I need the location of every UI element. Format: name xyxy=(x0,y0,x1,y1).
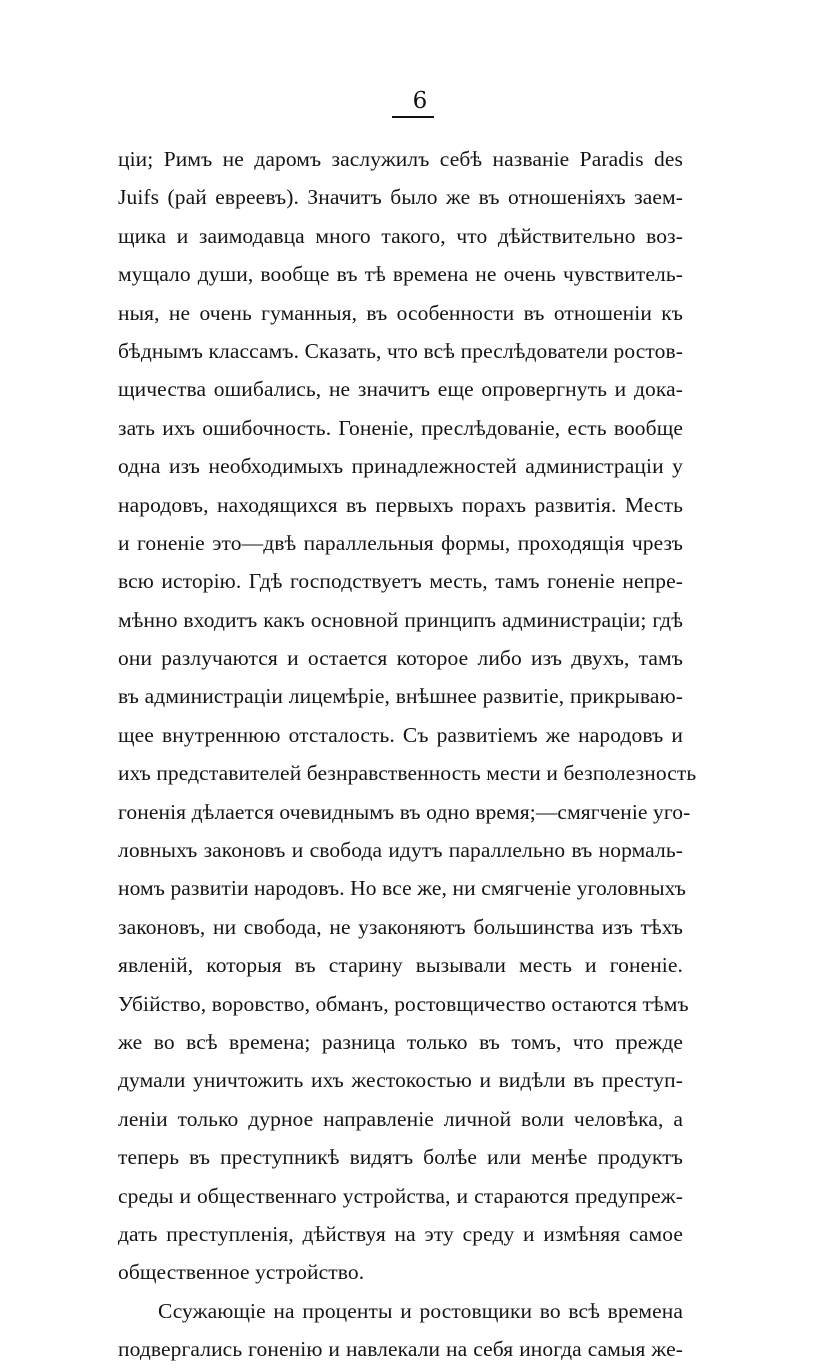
body-text xyxy=(118,140,697,1369)
page-number-rule xyxy=(392,116,434,118)
text-line: номъ развитіи народовъ. Но все же, ни смягченіе уголовныхъ xyxy=(118,876,686,901)
text-line: одна изъ необходимыхъ принадлежностей администраціи у xyxy=(118,454,683,479)
text-line: теперь въ преступникѣ видятъ болѣе или менѣе продуктъ xyxy=(118,1145,683,1170)
text-line: ціи; Римъ не даромъ заслужилъ себѣ названіе Paradis des xyxy=(118,147,683,171)
text-line: Ссужающіе на проценты и ростовщики во всѣ времена xyxy=(158,1298,683,1323)
text-line: дать преступленія, дѣйствуя на эту среду и измѣняя самое xyxy=(118,1221,683,1246)
text-line: Juifs (рай евреевъ). Значитъ было же въ отношеніяхъ заем- xyxy=(118,185,683,210)
text-line: законовъ, ни свобода, не узаконяютъ большинства изъ тѣхъ xyxy=(118,914,683,939)
text-line: же во всѣ времена; разница только въ томъ, что прежде xyxy=(118,1029,683,1054)
text-line: и гоненіе это—двѣ параллельныя формы, проходящія чрезъ xyxy=(118,530,683,555)
text-line: бѣднымъ классамъ. Сказать, что всѣ преслѣдователи ростов- xyxy=(118,338,683,363)
text-line: народовъ, находящихся въ первыхъ порахъ развитія. Месть xyxy=(118,492,683,517)
text-line: ныя, не очень гуманныя, въ особенности въ отношеніи къ xyxy=(118,300,683,325)
text-line: общественное устройство. xyxy=(118,1260,365,1285)
text-line: щика и заимодавца много такого, что дѣйствительно воз- xyxy=(118,223,683,248)
text-line: Убійство, воровство, обманъ, ростовщичество остаются тѣмъ xyxy=(118,991,689,1016)
text-line: щичества ошибались, не значитъ еще опровергнуть и дока- xyxy=(118,377,683,402)
text-line: подвергались гоненію и навлекали на себя иногда самыя же- xyxy=(118,1337,683,1362)
text-line: ихъ представителей безнравственность мести и безполезность xyxy=(118,761,697,786)
text-line: ловныхъ законовъ и свобода идутъ параллельно въ нормаль- xyxy=(118,838,683,863)
text-line: щее внутреннюю отсталость. Съ развитіемъ же народовъ и xyxy=(118,722,683,747)
text-line: они разлучаются и остается которое либо изъ двухъ, тамъ xyxy=(118,646,683,671)
text-line: зать ихъ ошибочность. Гоненіе, преслѣдованіе, есть вообще xyxy=(118,415,683,440)
text-line: мѣнно входитъ какъ основной принципъ администраціи; гдѣ xyxy=(118,607,683,632)
page-number: 6 xyxy=(412,88,428,114)
text-line: всю исторію. Гдѣ господствуетъ месть, тамъ гоненіе непре- xyxy=(118,569,683,594)
text-line: среды и общественнаго устройства, и стараются предупреж- xyxy=(118,1183,683,1208)
paragraph-1 xyxy=(118,140,697,1292)
text-line: въ администраціи лицемѣріе, внѣшнее развитіе, прикрываю- xyxy=(118,684,683,709)
text-line: думали уничтожить ихъ жестокостью и видѣли въ преступ- xyxy=(118,1068,683,1093)
text-line: мущало души, вообще въ тѣ времена не очень чувствитель- xyxy=(118,262,683,287)
text-line: леніи только дурное направленіе личной воли человѣка, а xyxy=(118,1106,683,1131)
paragraph-2 xyxy=(118,1292,683,1369)
text-line: явленій, которыя въ старину вызывали месть и гоненіе. xyxy=(118,953,683,978)
text-line: гоненія дѣлается очевиднымъ въ одно время;—смягченіе уго- xyxy=(118,799,691,824)
